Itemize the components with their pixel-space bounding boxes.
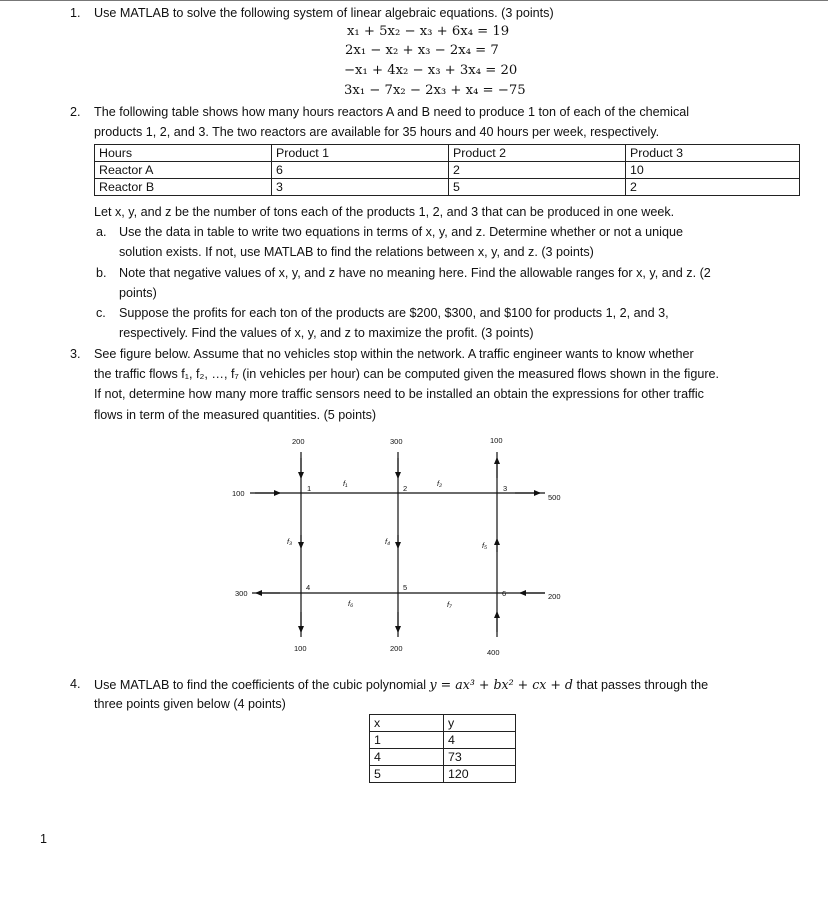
node-4-label: 4 [306, 583, 311, 592]
q1-equation-1: x₁ + 5x₂ − x₃ + 6x₄ = 19 [347, 24, 510, 39]
left-inflow-value: 100 [232, 489, 245, 498]
f4-label: f₄ [385, 537, 391, 546]
q2-part-b-line2: points) [119, 286, 157, 300]
q2-part-c-line2: respectively. Find the values of x, y, and z to maximize the profit. (3 points) [119, 326, 534, 340]
node-5-label: 5 [403, 583, 408, 592]
q2-part-b-label: b. [96, 266, 107, 280]
cubic-polynomial-formula: y = ax³ + bx² + cx + d [429, 677, 573, 692]
points-table [369, 714, 516, 783]
q1-equation-3: −x₁ + 4x₂ − x₃ + 3x₄ = 20 [344, 63, 518, 78]
q3-line-4: flows in term of the measured quantities. (5 points) [94, 408, 377, 422]
q1-text: Use MATLAB to solve the following system of linear algebraic equations. (3 points) [94, 6, 554, 20]
table-cell: 4 [444, 732, 516, 749]
q2-part-c-label: c. [96, 306, 106, 320]
q4-line1-before: Use MATLAB to find the coefficients of the cubic polynomial [94, 678, 430, 692]
f5-label: f₅ [482, 541, 488, 550]
q2-intro-line1: The following table shows how many hours reactors A and B need to produce 1 ton of each of the chemical [94, 105, 690, 119]
right-inflow-value: 200 [548, 592, 561, 601]
q2-intro-line2: products 1, 2, and 3. The two reactors are available for 35 hours and 40 hours per week, respectively. [94, 125, 660, 139]
q4-line1-after: that passes through the [573, 678, 709, 692]
f7-label: f₇ [447, 600, 452, 609]
q2-part-b-line1: Note that negative values of x, y, and z have no meaning here. Find the allowable ranges for x, y, and z. (2 [119, 266, 711, 280]
q1-equation-2: 2x₁ − x₂ + x₃ − 2x₄ = 7 [345, 43, 499, 58]
q2-part-a-label: a. [96, 225, 107, 239]
table-header-cell: x [370, 715, 444, 732]
table-row [370, 749, 516, 766]
f6-label: f₆ [348, 599, 354, 608]
q4-line1 [94, 677, 708, 692]
table-header-row [370, 715, 516, 732]
f3-label: f₃ [287, 537, 293, 546]
table-cell: 2 [626, 179, 800, 196]
q2-part-a-line1: Use the data in table to write two equations in terms of x, y, and z. Determine whether or not a unique [119, 225, 683, 239]
q3-line-3: If not, determine how many more traffic sensors need to be installed an obtain the expressions for other traffic [94, 387, 704, 401]
table-header-cell: Product 2 [449, 145, 626, 162]
table-cell: 1 [370, 732, 444, 749]
bottom-right-flow-value: 400 [487, 648, 500, 657]
q1-number: 1. [70, 6, 81, 20]
node-1-label: 1 [307, 484, 312, 493]
q1-equation-4: 3x₁ − 7x₂ − 2x₃ + x₄ = −75 [344, 83, 526, 98]
node-3-label: 3 [503, 484, 508, 493]
top-right-flow-value: 100 [490, 436, 503, 445]
bottom-left-flow-value: 100 [294, 644, 307, 653]
table-cell: 73 [444, 749, 516, 766]
table-cell: 6 [272, 162, 449, 179]
left-outflow-value: 300 [235, 589, 248, 598]
table-cell: 2 [449, 162, 626, 179]
right-outflow-value: 500 [548, 493, 561, 502]
table-cell: 5 [449, 179, 626, 196]
top-left-flow-value: 200 [292, 437, 305, 446]
q4-line2: three points given below (4 points) [94, 697, 286, 711]
node-2-label: 2 [403, 484, 408, 493]
table-row [370, 732, 516, 749]
table-row [370, 766, 516, 783]
q3-number: 3. [70, 347, 81, 361]
table-cell: 3 [272, 179, 449, 196]
node-6-label: 6 [502, 589, 507, 598]
q4-number: 4. [70, 677, 81, 691]
table-header-cell: Hours [95, 145, 272, 162]
f1-label: f₁ [343, 479, 348, 488]
bottom-middle-flow-value: 200 [390, 644, 403, 653]
table-header-cell: Product 1 [272, 145, 449, 162]
q3-line-1: See figure below. Assume that no vehicles stop within the network. A traffic engineer wants to know whether [94, 347, 694, 361]
q3-line-2: the traffic flows f₁, f₂, …, f₇ (in vehicles per hour) can be computed given the measured flows shown in the figure. [94, 367, 720, 381]
q2-let-line: Let x, y, and z be the number of tons each of the products 1, 2, and 3 that can be produced in one week. [94, 205, 675, 219]
f2-label: f₂ [437, 479, 442, 488]
table-cell: Reactor B [95, 179, 272, 196]
table-header-cell: Product 3 [626, 145, 800, 162]
top-middle-flow-value: 300 [390, 437, 403, 446]
q2-part-c-line1: Suppose the profits for each ton of the products are $200, $300, and $100 for products 1, 2, and 3, [119, 306, 669, 320]
table-cell: Reactor A [95, 162, 272, 179]
table-cell: 5 [370, 766, 444, 783]
q2-part-a-line2: solution exists. If not, use MATLAB to find the relations between x, y, and z. (3 points) [119, 245, 594, 259]
table-cell: 120 [444, 766, 516, 783]
q2-number: 2. [70, 105, 81, 119]
table-cell: 4 [370, 749, 444, 766]
page-number: 1 [40, 832, 48, 846]
table-cell: 10 [626, 162, 800, 179]
table-header-cell: y [444, 715, 516, 732]
